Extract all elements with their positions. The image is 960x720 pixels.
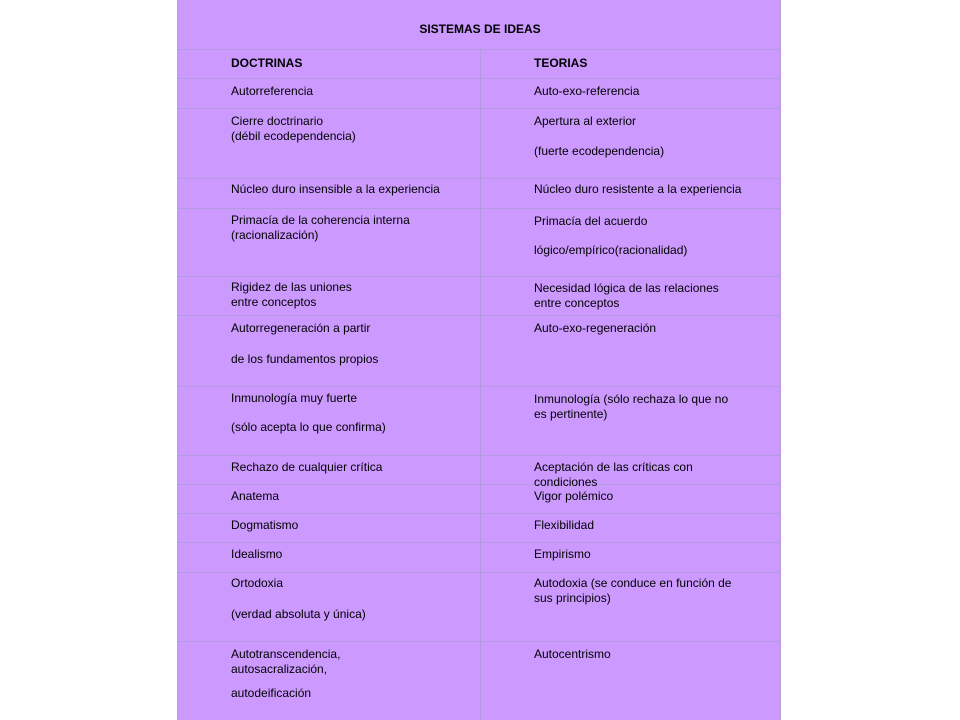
- teoria-cell: Autodoxia (se conduce en función de sus principios): [534, 576, 732, 605]
- doctrina-cell: Rechazo de cualquier crítica: [231, 460, 383, 474]
- doctrina-cell: Autotranscendencia, autosacralización,: [231, 647, 341, 676]
- doctrina-cell: Autorreferencia: [231, 84, 314, 98]
- doctrina-cell: Cierre doctrinario (débil ecodependencia): [231, 114, 356, 143]
- doctrina-cell: (verdad absoluta y única): [231, 607, 366, 621]
- header-teorias: TEORIAS: [534, 56, 588, 70]
- teoria-cell: Primacía del acuerdo: [534, 214, 648, 228]
- teoria-cell: Vigor polémico: [534, 489, 614, 503]
- doctrina-cell: de los fundamentos propios: [231, 352, 379, 366]
- teoria-cell: Apertura al exterior: [534, 114, 637, 128]
- teoria-cell: Flexibilidad: [534, 518, 595, 532]
- doctrina-cell: autodeificación: [231, 686, 312, 700]
- teoria-cell: (fuerte ecodependencia): [534, 144, 665, 158]
- header-doctrinas: DOCTRINAS: [231, 56, 303, 70]
- doctrina-cell: Núcleo duro insensible a la experiencia: [231, 182, 440, 196]
- teoria-cell: Autocentrismo: [534, 647, 611, 661]
- teoria-cell: Auto-exo-referencia: [534, 84, 640, 98]
- doctrina-cell: Dogmatismo: [231, 518, 299, 532]
- ideas-table: [177, 0, 781, 720]
- teoria-cell: Empirismo: [534, 547, 591, 561]
- column-divider: [480, 49, 481, 720]
- doctrina-cell: (sólo acepta lo que confirma): [231, 420, 386, 434]
- doctrina-cell: Ortodoxia: [231, 576, 284, 590]
- teoria-cell: Inmunología (sólo rechaza lo que no es pertinente): [534, 392, 729, 421]
- teoria-cell: Auto-exo-regeneración: [534, 321, 657, 335]
- doctrina-cell: Rigidez de las uniones entre conceptos: [231, 280, 352, 309]
- doctrina-cell: Idealismo: [231, 547, 283, 561]
- teoria-cell: Aceptación de las críticas con condiciones: [534, 460, 693, 489]
- doctrina-cell: Inmunología muy fuerte: [231, 391, 358, 405]
- doctrina-cell: Autorregeneración a partir: [231, 321, 371, 335]
- teoria-cell: lógico/empírico(racionalidad): [534, 243, 688, 257]
- doctrina-cell: Anatema: [231, 489, 280, 503]
- teoria-cell: Núcleo duro resistente a la experiencia: [534, 182, 742, 196]
- doctrina-cell: Primacía de la coherencia interna (racionalización): [231, 213, 410, 242]
- teoria-cell: Necesidad lógica de las relaciones entre conceptos: [534, 281, 719, 310]
- table-title: SISTEMAS DE IDEAS: [419, 22, 541, 36]
